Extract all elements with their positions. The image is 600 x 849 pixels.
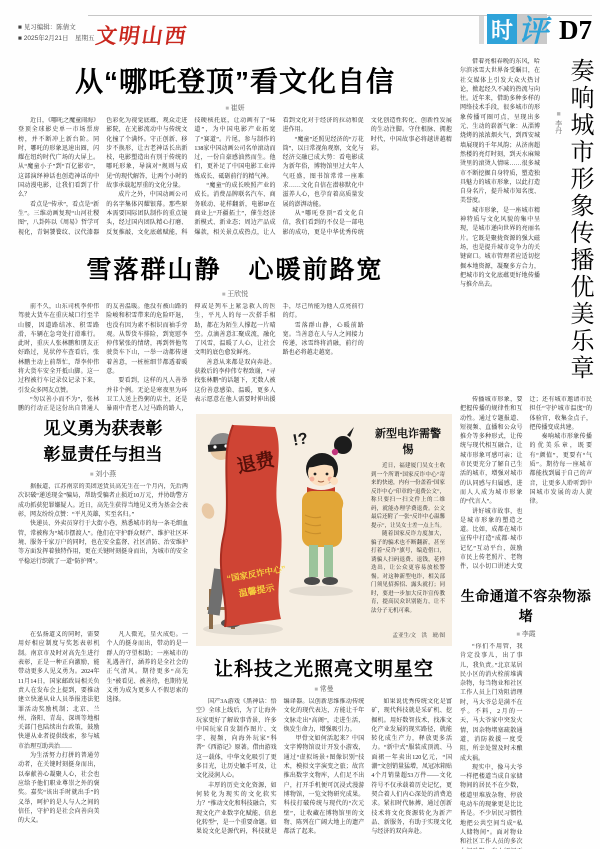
article-body [18, 303, 452, 419]
byline [554, 110, 564, 390]
paragraph: 现实中，像马大爷一样把楼道当成自家储物间的居民不在少数，楼道里堆放杂物、停放电动车的现象更是比比皆是。不少居民习惯性地把公共空间当成“私人储物间”。面对物业和社区工作人员的多次 [460, 764, 523, 846]
vertical-title-block [544, 58, 592, 390]
byline [196, 684, 452, 694]
byline-mark: ■ [554, 110, 563, 118]
article-courage [18, 414, 188, 842]
article-body [460, 643, 592, 849]
article-body-top [460, 58, 540, 388]
byline-name: 李丹 [554, 119, 563, 134]
paragraph: 善意从来都是双向奔赴。获救后的李仲伟专程致谢，“寻找张林鹏”的话题下，无数人被这份善意感染、温暖，更多人表示愿意在他人需要时伸出援手，尽己所能为他人点亮前行的灯。 [194, 304, 364, 403]
paragraph: 从“哪吒登顶”看文化自信，我们看到的不仅是一部电影的成功，更是中华优秀传统文化创造性转化、创新性发展的生动注脚。守住根脉、拥抱时代，中国故事必将越讲越精彩。 [282, 118, 452, 236]
headline-line1: 见义勇为获表彰 [43, 419, 163, 438]
headline: 生命通道不容杂物添堵 [460, 590, 592, 625]
badge-ping-box [517, 14, 548, 48]
banner-top-text: 退费 [235, 449, 277, 478]
paragraph: 近日，《哪吒之魔童闹海》登顶全球影史单一市场票房榜，并不断冲上新台阶。同时，哪吒的形象迅速出圈，闪耀在纽约时代广场的大屏上。从“魔童小子”到“百亿影帝”，这部演绎神话也创造神话的中国动漫电影，让我们看到了什么？ [18, 118, 100, 199]
article-body [196, 698, 452, 842]
paragraph: 为生活努力打拼的普通劳动者，在关键时刻挺身而出，以奉献善心凝聚人心，社会也应给予他们职业尊崇之外的褒奖。嘉奖“该出手时就出手”的义举，呵护的是人与人之间的信任，守护的是社会向善向美的大义。 [18, 753, 100, 825]
byline-name: 刘小燕 [95, 470, 117, 479]
paragraph: 国产3A游戏《黑神话：悟空》全球上线后，为了让海外玩家更好了解故事背景，许多中国玩家自发制作图片、文字、视频，向海外玩家“科普”《西游记》原著。借由游戏这一载体，中华文化吸引了更多目光，让历史触手可及，让文化浸润人心。 [196, 699, 277, 780]
paragraph: 如果说优秀传统文化是富矿，现代科技就是采矿机、挖掘机。用好数智技术，找准文化产业发展的现实路径，就能转化成生产力，释放更多活力。“新中式”服装成顶流、马面裙一年卖出120亿元，“国潮”文创销量猛增，凤冠冰箱贴4个月销量超53万件——文化符号不仅承载着历史记忆，更契合着人们内心深处的消费追求。紧扣时代脉搏，通过创新技术将文化资源转化为新产品、新服务，有助于实现文化与经济的双向奔赴。 [371, 699, 452, 836]
cartoon-credit: 孟亚生/文 洪 琥/图 [392, 633, 445, 639]
article-tech [196, 646, 452, 842]
paragraph: 看点是“传承”，看点是“新生”。三维动画复现“山河社稷图”，八卦阵以《周易》哲学可视化，青铜饕餮纹、汉代漆器色彩化为视觉底蕴，观众走进影院，在光影流动中与传统文化撞了个满怀。守正创新、移步不换形，让古老神话长出新枝，电影塑造出有别于传统的哪吒形象，导演对“规则与成见”的现代解答，让两个小时的故事承载起厚重的文化分量。 [18, 118, 188, 236]
banner-line2-text: 温馨提示 [238, 582, 276, 599]
sidebar-column [460, 58, 592, 846]
paragraph: 讲好城市故事，也是城市形象的塑造之道。比如，成都在城市宣传中打造“成都·城市记忆”互动平台，鼓励市民上传老照片、老物件，以小切口讲述大变迁；还有城市邀请市民担任“守护城市温度”的体验官，收集金点子，把传播变成共建。 [460, 397, 592, 571]
paragraph: 传播城市形象，要把握传播的规律性和互动性。通过专题报道、短视频、直播和公众号推介等多种形式，让传统与现代相互融合，让城市形象可感可亲；让市民更充分了解自己生活的城市，增强对城市的认同感与归属感，进而人人成为城市形象的“代言人”。 [460, 397, 523, 506]
article-nezha [18, 58, 452, 244]
cartoon-girl [302, 427, 354, 585]
byline-mark: ■ [221, 292, 226, 298]
cartoon-title: 新型电诈需警惕 [375, 428, 441, 456]
byline-mark: ■ [89, 472, 94, 479]
paragraph: 城市形象，是一座城市精神特质与文化风貌的集中呈现，是城市递向世界的亮丽名片。它既是聚拢资源的强大磁场，也是提升城市竞争力的关键窗口。城市管理者应适切挖掘本地资源，凝聚多方合力，把城市的文化底蕴更好地传播与推介出去。 [460, 207, 540, 289]
paragraph: 奏响城市形象传播的优美乐章，既要有“颜值”，更要有“气质”。期待每一座城市都能找到属于自己的声音，让更多人聆听到中国城市发展的动人旋律。 [529, 434, 592, 506]
article-city [460, 58, 592, 580]
article-body [18, 117, 452, 243]
paragraph: 近日，福建厦门吴女士收到一个所谓“国家反诈中心”寄来的快递，内有一份盖着“国家反诈中心”印章的“退费公文”，称只要扫一扫文件上的二维码，就能办理学费退费。公文最后还附了一张“反诈中心温馨提示”，让吴女士差一点上当。 [371, 463, 445, 529]
byline-name: 李霞 [521, 630, 536, 638]
paragraph: 快递员、外卖员穿行于大街小巷，熟悉城市的每一条毛细血管，常被称为“城市摆渡人”。他们在守护群众财产、维护社区环境、服务千家万户的同时，也在安全监督、社区消防、治安维护等方面发挥着独特作用，更在关键时刻挺身而出，为城市的安全平稳运行织就了一道“防护网”。 [18, 521, 188, 565]
badge-char-ping: 评 [518, 15, 548, 48]
headline: 让科技之光照亮文明星空 [213, 659, 434, 680]
headline-line2: 彰显责任与担当 [43, 445, 163, 465]
paragraph: “魔童”的成长映照产业的成长。消费品牌联名汽车、商务联动、花样翻新，电影IP在商业上“开疆拓土”，催生经济新模式、新业态；周边产品成爆款，相关景点成热点，让人看到文化对于经济的拉动和促进作用。 [194, 118, 364, 236]
byline-name: 常曼 [319, 685, 334, 693]
paragraph: 雪落群山静，心暖前路宽。当善意在人与人之间接力传递，冰雪终将消融，前行的路也必将越走越宽。 [282, 322, 364, 357]
headline: 从“哪吒登顶”看文化自信 [74, 66, 395, 97]
badge-char-shi: 时 [490, 17, 513, 43]
cartoon-body [371, 462, 445, 628]
byline [18, 469, 188, 479]
paragraph: 成片之外，中国动画公司的名字集体闪耀银幕。那些原本需要国际团队制作的重点镜头，经过国内团队精心打磨、反复推敲，文化底蕴赋能，科技硬核托底，让动画有了“味道”，为中国电影产业拓宽了“赛道”。片尾，参与制作的138家中国动画公司名单滚动而过，一份自豪感油然而生。他们，更补足了中国电影工业淬炼成长、砥砺前行的精气神。 [106, 118, 276, 236]
paragraph: “你们不用管，我肯定没事儿，出了事儿，我负责。”北京某居民小区的消火栓前堆满杂物，每当物业和社区工作人员上门劝阻清理时，马大爷总是满不在乎。不料，2月的一天，马大爷家中突发火情，因杂物堵塞疏散通道，消防救援一度受阻，所幸处置及时未酿成大祸。 [460, 644, 523, 762]
cartoon-illustration [201, 419, 365, 641]
article-snow [18, 244, 452, 414]
editor-line: ■ 见习编辑：陈倩文 [18, 24, 76, 31]
byline-mark: ■ [516, 632, 520, 638]
editorial-cartoon [196, 414, 452, 646]
exclaim-text: !? [291, 430, 310, 450]
paragraph: 要看到，这样的凡人善举并非个例。无论是寒夜里为环卫工人送上热粥的店主，还是暴雨中背老人过马路的路人，抑或是列车上紧急救人的医生，平凡人的每一次搭手相助，都在为陌生人撑起一片晴空。点滴善意汇聚成流，融化了风雪，温暖了人心，让社会文明的底色愈发鲜亮。 [106, 304, 276, 413]
article-body-bottom [460, 396, 592, 580]
section-badge [479, 14, 592, 48]
date-line: ■ 2025年2月21日 星期五 [18, 35, 95, 43]
article-body-bottom [18, 631, 188, 842]
byline-mark: ■ [314, 687, 318, 693]
paragraph: 前不久，山东司机李仲伟驾驶大货车在重庆城口行至半山腰，因道路结冰、积雪路滑，车辆在急弯处打滑难行。此时，重庆人张林鹏和朋友正好路过，见状停车查看后，张林鹏主动上前帮忙，帮李仲伟将大货车安全开抵山脚。这一过程被行车记录仪记录下来，引发众多网友点赞。 [18, 304, 100, 394]
cartoon-commentary [365, 419, 447, 641]
content-area [18, 58, 592, 846]
badge-shi-box [487, 14, 517, 44]
banner-line1-text: “国家反诈中心” [226, 563, 287, 584]
page-number: D7 [559, 15, 592, 45]
headline-vertical: 奏响城市形象传播优美乐章 [566, 58, 592, 382]
main-column-area [18, 58, 452, 842]
paragraph: 随着国家反诈力度加大，骗子的骗术也不断翻新，甚至打着“反诈”旗号，编造借口，诱骗人扫码退费、退钱，花样迭出，让公众更容易放松警惕。对这种新型电诈，相关部门须见招拆招、露头就打；同时，要进一步加大反诈宣传教育，提高民众识别能力，让不法分子无机可乘。 [371, 531, 445, 614]
article-lifeline [460, 586, 592, 849]
badge-bar [479, 16, 484, 44]
byline-mark: ■ [225, 106, 229, 112]
paragraph: 凡人微光，星火成炬。一个人的挺身而出，带动的是一群人的守望相助；一座城市的礼遇善行，涵养的是全社会的正气清风。期待更多“高先生”被看见、被善待，也期待见义勇为成为更多人不假思索的选择。 [106, 632, 188, 704]
byline-name: 崔妍 [230, 104, 245, 112]
page-header [0, 0, 600, 58]
byline [18, 289, 452, 299]
masthead-logo: 文明山西 [94, 24, 190, 48]
byline-name: 王欣悦 [227, 290, 249, 298]
cartoon-svg [201, 419, 365, 641]
paragraph: 甲骨文如何活起来？中国文字博物馆设计开发小游戏，通过“虚拟场景+图像识别”技术，模拟文字演变之旅；故宫推出数字文物库，人们足不出户，打开手机便可沉浸式漫游博物馆，一览文物研究成果。科技打破传统与现代的“次元壁”，让收藏在博物馆里的文物、陈列在广阔大地上的遗产都活了起来。 [283, 736, 365, 836]
cartoon-banner [221, 425, 286, 627]
headline: 雪落群山静 心暖前路宽 [86, 257, 384, 284]
paragraph: 借着亮相春晚的东风，哈尔滨冰雪大世界备受瞩目，在社交媒体上引发大众火热讨论，掀起经久不减的热流与向往。近年来，借助多种多样的网络技术手段，很多城市的形象传播可圈可点，呈现出多元、生动的崭新气象：从淄博烧烤的浓浓烟火气，到西安城墙展现的千年风韵；从济南超然楼的亮灯时刻，到天水麻辣烫里的滚烫人情味……很多城市不断挖掘自身特质，塑造独具魅力的城市形象，以此打造自身名片，提升城市知名度、美誉度。 [460, 59, 540, 205]
paragraph: 据报道，江苏南京的美团送货员高先生在一个月内，先后两次识破“递送现金”骗局，帮助受骗者止损近10万元，并协助警方成功抓获犯罪嫌疑人。近日，高先生获得当地见义勇为基金会表彰，网友纷纷点赞：“平凡英雄，实至名归。” [18, 484, 188, 519]
article-body-top [18, 483, 188, 631]
shadow [289, 586, 353, 596]
paragraph: “魔童”还照见经济的“万花筒”，以日常视角观察，文化与经济交融已成大势：看电影成为新年俗，博物馆里过大年人气旺盛，图书馆常常一座难求……文化自信在潜移默化中滋养人心，也孕育着高质量发展的澎湃动能。 [282, 136, 364, 208]
paragraph: “勿以善小而不为”，张林鹏的行动正是这份出自普通人的友善温暖。他没有被山路的险峻和积雪带来的危险吓退，也没有因为素不相识而袖手旁观。从帮货车排险，到宽慰李仲伟紧张的情绪，再到替他驾驶货车下山，一举一动都传递着善意，一桩桩细节都透着暖意。 [18, 304, 188, 413]
byline [18, 103, 452, 113]
edition-info [18, 22, 95, 44]
byline [460, 629, 592, 639]
shadow [203, 623, 283, 635]
paragraph: 在弘扬道义的同时，需要用好相应制度与奖惩表彰机制。南京市及时对高先生进行表彰，正是一种正向激励，能带动更多人见义勇为。2024年11月14日，国家邮政局相关负责人在发布会上提到，要推动建立快递从业人员举报违法犯罪活动奖励机制；北京、兰州、洛阳、青岛、深圳等地相关部门也陆续出台政策，鼓励快递从业者提供线索，参与城市治理互助共治…… [18, 632, 100, 750]
paragraph: 丰厚的历史文化资源，如何转化为现实的文化软实力？“推动文化和科技融合，实现文化产业数字化赋能、信息化转型”，是一个重要命题。如果说文化是源代码，科技就是编译器。以创新思维推动传统文化的现代表达，方能让千年文脉走出“高阁”，走进生活，焕发生命力，增强吸引力。 [196, 699, 365, 836]
